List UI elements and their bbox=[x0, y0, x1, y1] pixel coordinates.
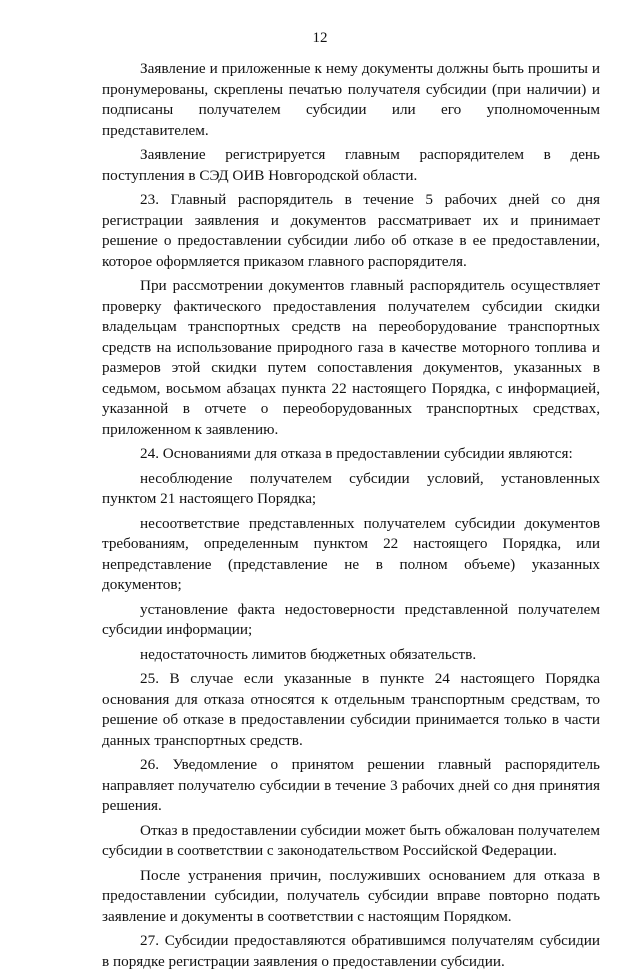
paragraph-refusal-ground-1: несоблюдение получателем субсидии условий, установленных пунктом 21 настоящего Порядка; bbox=[102, 469, 600, 507]
page-number: 12 bbox=[312, 30, 328, 46]
paragraph-reapplication: После устранения причин, послуживших основанием для отказа в предоставлении субсидии, получатель субсидии вправе повторно подать заявление и документы в соответствии с настоящим Порядком. bbox=[102, 866, 600, 925]
paragraph-refusal-ground-3: установление факта недостоверности представленной получателем субсидии информации; bbox=[102, 600, 600, 638]
paragraph-clause-23: 23. Главный распорядитель в течение 5 рабочих дней со дня регистрации заявления и документов рассматривает их и принимает решение о предоставлении субсидии либо об отказе в ее предоставлении, которое оформляется приказом главного распорядителя. bbox=[102, 191, 600, 270]
paragraph-application-registration: Заявление регистрируется главным распорядителем в день поступления в СЭД ОИВ Новгородской области. bbox=[102, 146, 600, 184]
paragraph-application-binding: Заявление и приложенные к нему документы должны быть прошиты и пронумерованы, скреплены печатью получателя субсидии (при наличии) и подписаны получателем субсидии или его уполномоченным представителем. bbox=[102, 60, 600, 139]
paragraph-clause-25: 25. В случае если указанные в пункте 24 настоящего Порядка основания для отказа относятся к отдельным транспортным средствам, то решение об отказе в предоставлении субсидии принимается только в части данных транспортных средств. bbox=[102, 670, 600, 749]
paragraph-refusal-ground-2: несоответствие представленных получателем субсидии документов требованиям, определенным пунктом 22 настоящего Порядка, или непредставление (представление не в полном объеме) указанных документов; bbox=[102, 514, 600, 593]
paragraph-refusal-ground-4: недостаточность лимитов бюджетных обязательств. bbox=[140, 645, 477, 663]
paragraph-clause-24: 24. Основаниями для отказа в предоставлении субсидии являются: bbox=[140, 445, 573, 462]
paragraph-refusal-appeal: Отказ в предоставлении субсидии может быть обжалован получателем субсидии в соответствии с законодательством Российской Федерации. bbox=[102, 821, 600, 859]
document-body bbox=[102, 59, 600, 976]
paragraph-document-review: При рассмотрении документов главный распорядитель осуществляет проверку фактического предоставления получателем субсидии скидки владельцам транспортных средств на переоборудование транспортных средств на использование природного газа в качестве моторного топлива и размеров этой скидки путем сопоставления документов, указанных в седьмом, восьмом абзацах пункта 22 настоящего Порядка, с информацией, указанной в отчете о переоборудованных транспортных средствах, приложенном к заявлению. bbox=[102, 277, 600, 438]
paragraph-clause-26: 26. Уведомление о принятом решении главный распорядитель направляет получателю субсидии в течение 3 рабочих дней со дня принятия решения. bbox=[102, 756, 600, 814]
paragraph-clause-27: 27. Субсидии предоставляются обратившимся получателям субсидии в порядке регистрации заявления о предоставлении субсидии. bbox=[102, 932, 600, 970]
